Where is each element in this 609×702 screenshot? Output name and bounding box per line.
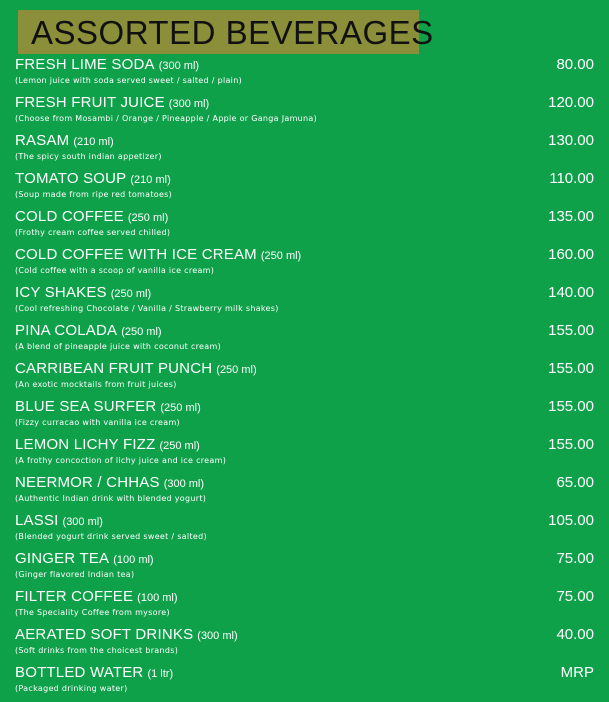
- menu-item-price: 75.00: [556, 550, 594, 567]
- menu-item-heading: [15, 170, 171, 189]
- menu-item: [0, 170, 609, 208]
- menu-item-heading: [15, 56, 199, 75]
- menu-item-name: ICY SHAKES: [15, 284, 107, 301]
- menu-item-heading: [15, 474, 204, 493]
- menu-item-price: 135.00: [548, 208, 594, 225]
- menu-item-size: (210 ml): [73, 136, 114, 148]
- menu-item-price: 75.00: [556, 588, 594, 605]
- menu-item-name: COLD COFFEE: [15, 208, 124, 225]
- menu-item-heading: [15, 626, 238, 645]
- menu-item-heading: [15, 132, 114, 151]
- menu-item-price: 130.00: [548, 132, 594, 149]
- menu-item: [0, 664, 609, 702]
- menu-item-name: NEERMOR / CHHAS: [15, 474, 160, 491]
- menu-item-name: BLUE SEA SURFER: [15, 398, 157, 415]
- menu-item-size: (300 ml): [158, 60, 200, 72]
- menu-item: [0, 626, 609, 664]
- menu-item-size: (300 ml): [62, 516, 103, 528]
- menu-item-size: (250 ml): [121, 326, 162, 338]
- menu-item-size: (250 ml): [260, 250, 302, 262]
- menu-item-description: (Soup made from ripe red tomatoes): [15, 190, 173, 199]
- menu-item-heading: [15, 588, 178, 607]
- menu-item-price: 160.00: [548, 246, 594, 263]
- menu-item-name: FILTER COFFEE: [15, 588, 134, 605]
- menu-item-description: (A frothy concoction of lichy juice and ice cream): [15, 456, 227, 465]
- menu-item-price: 110.00: [549, 170, 594, 187]
- menu-item: [0, 132, 609, 170]
- menu-item-name: RASAM: [15, 132, 70, 149]
- menu-item-price: 80.00: [556, 56, 594, 73]
- menu-item-size: (300 ml): [168, 98, 210, 110]
- menu-item-description: (Lemon juice with soda served sweet / salted / plain): [15, 76, 242, 85]
- menu-item-price: 120.00: [548, 94, 594, 111]
- menu-item-name: LASSI: [15, 512, 59, 529]
- menu-item: [0, 474, 609, 512]
- menu-item-name: FRESH FRUIT JUICE: [15, 94, 165, 111]
- menu-item-description: (Packaged drinking water): [15, 684, 128, 693]
- menu-item-name: CARRIBEAN FRUIT PUNCH: [15, 360, 213, 377]
- menu-item-size: (1 ltr): [147, 668, 174, 680]
- menu-item-description: (The spicy south indian appetizer): [15, 152, 162, 161]
- page-title: ASSORTED BEVERAGES: [31, 14, 434, 51]
- menu-item-description: (Cool refreshing Chocolate / Vanilla / Strawberry milk shakes): [15, 304, 279, 313]
- menu-item-size: (210 ml): [130, 174, 171, 186]
- menu-item-heading: [15, 208, 168, 227]
- menu-item-name: AERATED SOFT DRINKS: [15, 626, 194, 643]
- menu-item-heading: [15, 284, 151, 303]
- menu-item: [0, 436, 609, 474]
- menu-item: [0, 94, 609, 132]
- menu-item-heading: [15, 94, 209, 113]
- menu-item-description: (Frothy cream coffee served chilled): [15, 228, 171, 237]
- menu-item-name: COLD COFFEE WITH ICE CREAM: [15, 246, 257, 263]
- menu-item-description: (Authentic Indian drink with blended yogurt): [15, 494, 207, 503]
- menu-item-price: 155.00: [548, 436, 594, 453]
- menu-item-description: (Choose from Mosambi / Orange / Pineapple / Apple or Ganga Jamuna): [15, 114, 318, 123]
- menu-item-name: LEMON LICHY FIZZ: [15, 436, 156, 453]
- menu-item: [0, 246, 609, 284]
- menu-item-description: (Blended yogurt drink served sweet / salted): [15, 532, 207, 541]
- menu-item-name: FRESH LIME SODA: [15, 56, 155, 73]
- menu-item-price: 155.00: [548, 398, 594, 415]
- menu-item: [0, 360, 609, 398]
- menu-item-heading: [15, 664, 173, 683]
- menu-item: [0, 208, 609, 246]
- menu-item-size: (250 ml): [216, 364, 257, 376]
- menu-item-heading: [15, 550, 154, 569]
- beverage-menu-list: [0, 56, 609, 702]
- menu-item-description: (Ginger flavored Indian tea): [15, 570, 135, 579]
- menu-item-heading: [15, 360, 257, 379]
- menu-item-name: PINA COLADA: [15, 322, 118, 339]
- menu-item-name: GINGER TEA: [15, 550, 110, 567]
- menu-item-price: 65.00: [556, 474, 594, 491]
- menu-item-description: (The Speciality Coffee from mysore): [15, 608, 170, 617]
- menu-item: [0, 512, 609, 550]
- menu-item-size: (250 ml): [127, 212, 169, 224]
- menu-item: [0, 398, 609, 436]
- menu-item-description: (Fizzy curracao with vanilla ice cream): [15, 418, 180, 427]
- menu-item-price: 40.00: [556, 626, 594, 643]
- menu-item: [0, 550, 609, 588]
- menu-item-size: (250 ml): [159, 440, 200, 452]
- menu-item-price: 140.00: [548, 284, 594, 301]
- menu-item: [0, 284, 609, 322]
- menu-item-price: 105.00: [548, 512, 594, 529]
- menu-item-size: (300 ml): [197, 630, 238, 642]
- menu-item-size: (300 ml): [163, 478, 205, 490]
- menu-item-description: (An exotic mocktails from fruit juices): [15, 380, 177, 389]
- menu-item-size: (100 ml): [113, 554, 154, 566]
- menu-item-heading: [15, 398, 201, 417]
- menu-item-name: BOTTLED WATER: [15, 664, 144, 681]
- menu-item-heading: [15, 512, 103, 531]
- menu-item-size: (100 ml): [137, 592, 178, 604]
- menu-item-description: (Soft drinks from the choicest brands): [15, 646, 179, 655]
- menu-item-price: 155.00: [548, 322, 594, 339]
- menu-item-heading: [15, 322, 162, 341]
- menu-item-description: (A blend of pineapple juice with coconut cream): [15, 342, 221, 351]
- menu-item-heading: [15, 246, 301, 265]
- menu-item-heading: [15, 436, 200, 455]
- menu-item-price: MRP: [560, 664, 594, 681]
- menu-item: [0, 588, 609, 626]
- menu-item-description: (Cold coffee with a scoop of vanilla ice cream): [15, 266, 215, 275]
- menu-item: [0, 56, 609, 94]
- menu-item-size: (250 ml): [160, 402, 201, 414]
- title-banner: [18, 10, 434, 54]
- menu-item: [0, 322, 609, 360]
- menu-item-price: 155.00: [548, 360, 594, 377]
- menu-item-size: (250 ml): [110, 288, 152, 300]
- menu-item-name: TOMATO SOUP: [15, 170, 127, 187]
